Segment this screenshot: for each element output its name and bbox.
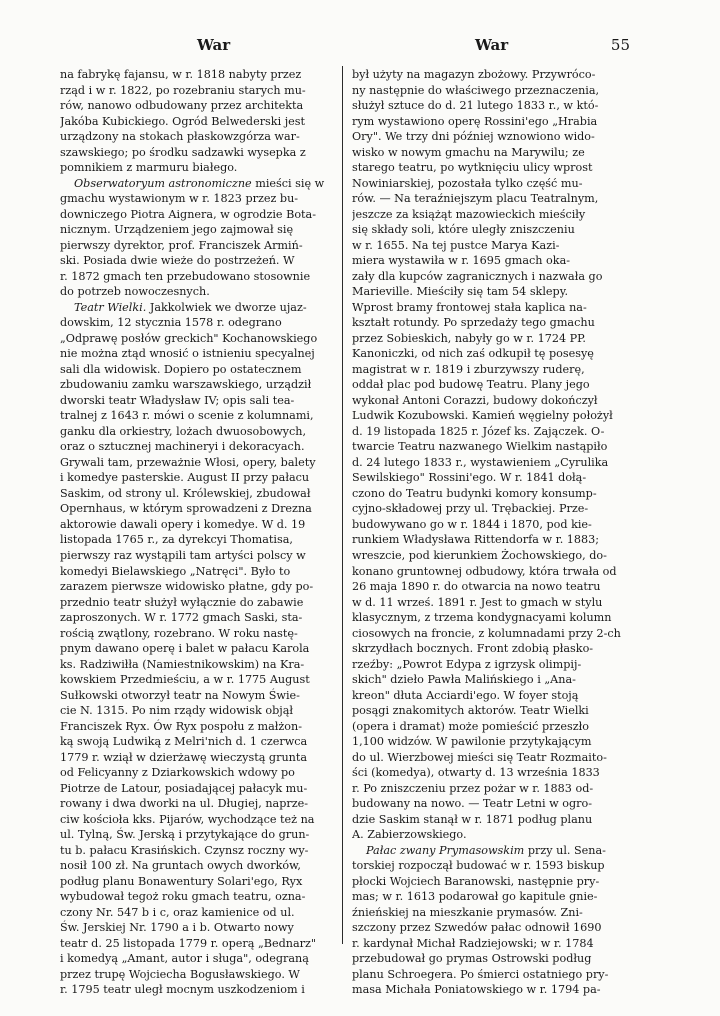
text-line: rów, nanowo odbudowany przez architekta: [60, 99, 304, 113]
text-line: i komedye pasterskie. August II przy pałacu: [60, 471, 310, 485]
text-line: r. 1795 teatr uległ mocnym uszkodzeniom i: [60, 983, 305, 997]
text-line: nosił 100 zł. Na gruntach owych dworków,: [60, 859, 301, 873]
text-line: budowany na nowo. — Teatr Letni w ogro-: [352, 797, 592, 811]
text-line: ks. Radziwiłła (Namiestnikowskim) na Kra-: [60, 657, 305, 671]
text-line: dzie Saskim stanął w r. 1871 podług planu: [352, 812, 593, 826]
text-line: torskiej rozpoczął budować w r. 1593 biskup: [352, 859, 605, 873]
text-line: przednio teatr służył wyłącznie do zabawie: [60, 595, 304, 609]
text-line: Opernhaus, w którym sprowadzeni z Drezna: [60, 502, 312, 516]
text-line: r. Po zniszczeniu przez pożar w r. 1883 od-: [352, 781, 594, 795]
text-line: magistrat w r. 1819 i zburzywszy ruderę,: [352, 362, 585, 376]
text-line: tralnej z 1643 r. mówi o scenie z kolumnami,: [60, 409, 314, 423]
text-line: (opera i dramat) może pomieścić przeszło: [352, 719, 590, 733]
text-line: 1,100 widzów. W pawilonie przytykającym: [352, 735, 592, 749]
text-line: rością zwątlony, rozebrano. W roku nastę-: [60, 626, 298, 640]
text-line: Pałac zwany Prymasowskim przy ul. Sena-: [366, 843, 606, 857]
text-line: oddał plac pod budowę Teatru. Plany jego: [352, 378, 590, 392]
text-line: kreon" dłuta Acciardi'ego. W foyer stoją: [352, 688, 579, 702]
text-line: ciw kościoła kks. Pijarów, wychodzące też na: [60, 812, 315, 826]
header-right-keyword: War: [475, 36, 509, 54]
text-line: aktorowie dawali opery i komedye. W d. 19: [60, 517, 306, 531]
text-line: d. 24 lutego 1833 r., wystawieniem „Cyrulika: [352, 455, 609, 469]
text-line: starego teatru, po wytknięciu ulicy wprost: [352, 161, 593, 175]
text-line: przez trupę Wojciecha Bogusławskiego. W: [60, 967, 300, 981]
text-line: na fabrykę fajansu, w r. 1818 nabyty przez: [60, 68, 302, 81]
text-line: Saskim, od strony ul. Królewskiej, zbudował: [60, 486, 311, 500]
text-line: skrzydłach bocznych. Front zdobią płasko-: [352, 642, 594, 656]
text-line: wisko w nowym gmachu na Marywilu; ze: [352, 145, 585, 159]
text-line: oraz o sztucznej machineryi i dekoracyach.: [60, 440, 305, 454]
text-line: masa Michała Poniatowskiego w r. 1794 pa-: [352, 983, 601, 997]
text-line: skich" dzieło Pawła Malińskiego i „Ana-: [352, 673, 576, 687]
text-line: do ul. Wierzbowej mieści się Teatr Rozmaito-: [352, 750, 607, 764]
text-line: Sułkowski otworzył teatr na Nowym Świe-: [60, 688, 300, 702]
text-line: ny następnie do właściwego przeznaczenia,: [352, 83, 600, 97]
text-line: rym wystawiono operę Rossini'ego „Hrabia: [352, 114, 598, 128]
text-line: i komedyą „Amant, autor i sługa", odegraną: [60, 952, 309, 966]
text-line: rów. — Na teraźniejszym placu Teatralnym,: [352, 192, 599, 206]
text-line: konano gruntownej odbudowy, która trwała od: [352, 564, 617, 578]
text-line: 26 maja 1890 r. do otwarcia na nowo teatru: [352, 580, 601, 594]
text-line: szczony przez Szwedów pałac odnowił 1690: [352, 921, 602, 935]
text-line: planu Schroegera. Po śmierci ostatniego pry-: [352, 967, 609, 981]
text-line: klasycznym, z trzema kondygnacyami kolumn: [352, 611, 612, 625]
page-number: 55: [610, 36, 630, 54]
column-rule: [342, 66, 343, 944]
text-line: sali dla widowisk. Dopiero po ostatecznem: [60, 362, 302, 376]
text-line: podług planu Bonawentury Solari'ego, Ryx: [60, 874, 303, 888]
text-line: wreszcie, pod kierunkiem Żochowskiego, do-: [352, 548, 607, 562]
text-line: dworski teatr Władysław IV; opis sali tea-: [60, 393, 295, 407]
text-line: czony Nr. 547 b i c, oraz kamienice od ul.: [60, 905, 295, 919]
text-line: dowskim, 12 stycznia 1578 r. odegrano: [60, 316, 282, 330]
text-line: ganku dla orkiestry, lożach dwuosobowych,: [60, 424, 307, 438]
text-line: kształt rotundy. Po sprzedaży tego gmachu: [352, 316, 595, 330]
text-line: Franciszek Ryx. Ów Ryx pospołu z małżon-: [60, 719, 303, 733]
text-line: zały dla kupców zagranicznych i nazwała go: [352, 269, 603, 283]
text-line: Wprost bramy frontowej stała kaplica na-: [352, 300, 587, 314]
text-line: ści (komedya), otwarty d. 13 września 1833: [352, 766, 600, 780]
header-left-keyword: War: [197, 36, 231, 54]
text-line: pierwszy dyrektor, prof. Franciszek Armiń-: [60, 238, 303, 252]
text-line: Św. Jerskiej Nr. 1790 a i b. Otwarto nowy: [60, 921, 294, 935]
text-line: się składy soli, które uległy zniszczeniu: [352, 223, 575, 237]
text-line: posągi znakomitych aktorów. Teatr Wielki: [352, 704, 589, 718]
text-line: runkiem Władysława Rittendorfa w r. 1883;: [352, 533, 600, 547]
text-line: d. 19 listopada 1825 r. Józef ks. Zajączek. O-: [352, 424, 605, 438]
text-line: był użyty na magazyn zbożowy. Przywróco-: [352, 68, 596, 81]
text-line: rząd i w r. 1822, po rozebraniu starych mu-: [60, 83, 306, 97]
text-line: urządzony na stokach płaskowzgórza war-: [60, 130, 300, 144]
text-line: szawskiego; po środku sadzawki wysepka z: [60, 145, 306, 159]
text-line: Grywali tam, przeważnie Włosi, opery, balety: [60, 455, 316, 469]
text-line: wykonał Antoni Corazzi, budowy dokończył: [352, 393, 598, 407]
text-line: służył sztuce do d. 21 lutego 1833 r., w któ-: [352, 99, 599, 113]
text-line: Obserwatoryum astronomiczne mieści się w: [74, 176, 325, 190]
text-line: Jakóba Kubickiego. Ogród Belwederski jest: [60, 114, 306, 128]
text-line: pierwszy raz wystąpili tam artyści polscy w: [60, 548, 306, 562]
text-line: płocki Wojciech Baranowski, następnie pry-: [352, 874, 600, 888]
text-line: rzeźby: „Powrot Edypa z igrzysk olimpij-: [352, 657, 582, 671]
text-line: do potrzeb nowoczesnych.: [60, 285, 210, 299]
text-line: ski. Posiada dwie wieże do postrzeżeń. W: [60, 254, 295, 268]
text-line: wybudował tegoż roku gmach teatru, ozna-: [60, 890, 306, 904]
text-line: źnieńskiej na mieszkanie prymasów. Zni-: [352, 905, 583, 919]
text-line: Ludwik Kozubowski. Kamień węgielny położył: [352, 409, 613, 423]
text-line: 1779 r. wziął w dzierżawę wieczystą grunta: [60, 750, 308, 764]
text-line: miera wystawiła w r. 1695 gmach oka-: [352, 254, 571, 268]
text-line: zbudowaniu zamku warszawskiego, urządził: [60, 378, 312, 392]
text-line: nicznym. Urządzeniem jego zajmował się: [60, 223, 294, 237]
text-line: pomnikiem z marmuru białego.: [60, 161, 238, 175]
text-line: teatr d. 25 listopada 1779 r. operą „Bednarz": [60, 936, 317, 950]
text-line: ul. Tylną, Św. Jerską i przytykające do grun-: [60, 828, 310, 842]
text-line: ką swoją Ludwiką z Melri'nich d. 1 czerwca: [60, 735, 308, 749]
text-line: A. Zabierzowskiego.: [352, 828, 467, 842]
text-line: jeszcze za książąt mazowieckich mieściły: [352, 207, 586, 221]
text-line: kowskiem Przedmieściu, a w r. 1775 August: [60, 673, 310, 687]
text-line: nie można ztąd wnosić o istnieniu specyalnej: [60, 347, 315, 361]
text-line: w d. 11 wrześ. 1891 r. Jest to gmach w stylu: [352, 595, 603, 609]
text-line: Teatr Wielki. Jakkolwiek we dworze ujaz-: [74, 300, 307, 314]
text-line: Piotrze de Latour, posiadającej pałacyk mu-: [60, 781, 308, 795]
right-column: [352, 67, 628, 998]
text-line: rowany i dwa dworki na ul. Długiej, naprze-: [60, 797, 308, 811]
text-line: tu b. pałacu Krasińskich. Czynsz roczny wy-: [60, 843, 309, 857]
text-line: twarcie Teatru nazwanego Wielkim nastąpiło: [352, 440, 608, 454]
text-line: przebudował go prymas Ostrowski podług: [352, 952, 592, 966]
text-line: w r. 1655. Na tej pustce Marya Kazi-: [352, 238, 560, 252]
text-line: Ory". We trzy dni później wznowiono wido-: [352, 130, 595, 144]
text-line: przez Sobieskich, nabyły go w r. 1724 PP.: [352, 331, 586, 345]
text-line: Kanoniczki, od nich zaś odkupił tę posesyę: [352, 347, 594, 361]
text-line: r. 1872 gmach ten przebudowano stosownie: [60, 269, 311, 283]
running-head: [60, 36, 630, 58]
text-line: od Felicyanny z Dziarkowskich wdowy po: [60, 766, 295, 780]
text-line: zarazem pierwsze widowisko płatne, gdy po-: [60, 580, 314, 594]
text-line: r. kardynał Michał Radziejowski; w r. 1784: [352, 936, 594, 950]
text-line: czono do Teatru budynki komory konsump-: [352, 486, 597, 500]
text-line: ciosowych na froncie, z kolumnadami przy 2-ch: [352, 626, 621, 640]
left-column: [60, 67, 336, 998]
text-line: mas; w r. 1613 podarował go kapitule gnie-: [352, 890, 598, 904]
text-line: „Odprawę posłów greckich" Kochanowskiego: [60, 331, 318, 345]
text-line: komedyi Bielawskiego „Natręci". Było to: [60, 564, 291, 578]
text-line: downiczego Piotra Aignera, w ogrodzie Bota-: [60, 207, 317, 221]
text-line: cyjno-składowej przy ul. Trębackiej. Prze-: [352, 502, 589, 516]
text-line: gmachu wystawionym w r. 1823 przez bu-: [60, 192, 299, 206]
text-line: listopada 1765 r., za dyrekcyi Thomatisa,: [60, 533, 293, 547]
text-line: cie N. 1315. Po nim rządy widowisk objął: [60, 704, 293, 718]
text-line: Nowiniarskiej, pozostała tylko część mu-: [352, 176, 583, 190]
text-line: Marieville. Mieściły się tam 54 sklepy.: [352, 285, 569, 299]
text-line: budowywano go w r. 1844 i 1870, pod kie-: [352, 517, 592, 531]
text-line: Sewilskiego" Rossini'ego. W r. 1841 dołą-: [352, 471, 587, 485]
text-line: pnym dawano operę i balet w pałacu Karola: [60, 642, 310, 656]
text-line: zaproszonych. W r. 1772 gmach Saski, sta-: [60, 611, 303, 625]
